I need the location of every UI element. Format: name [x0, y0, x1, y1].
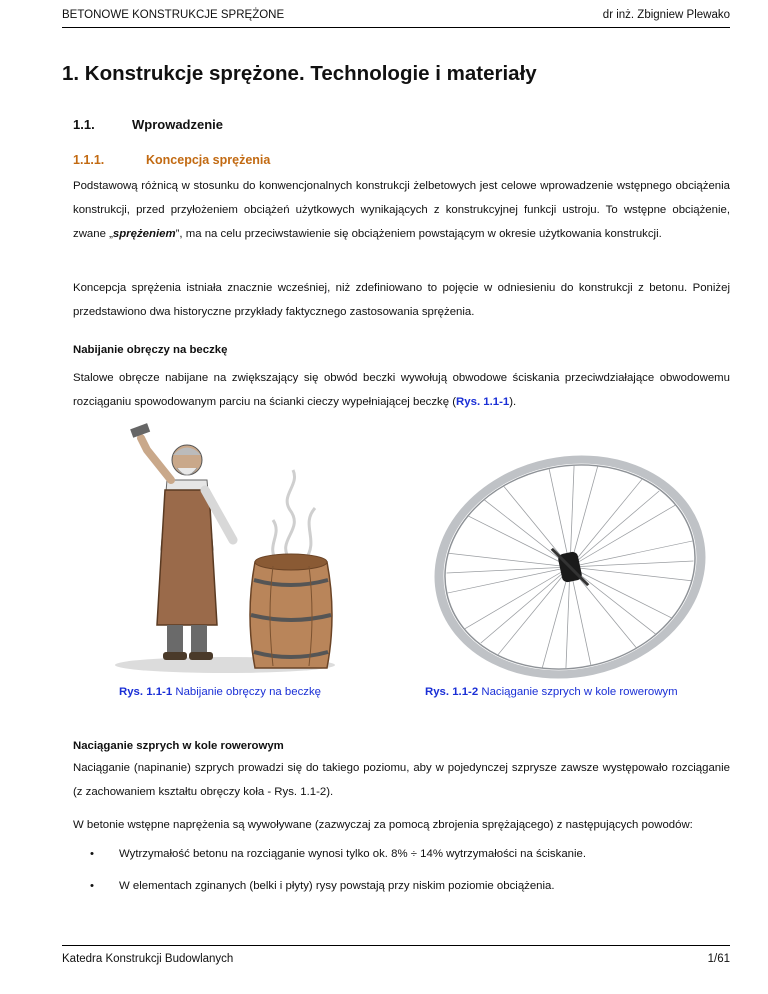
cooper-figure — [130, 423, 233, 660]
para-text: ). — [509, 396, 517, 408]
caption-text: Naciąganie szprych w kole rowerowym — [478, 686, 678, 698]
footer-department: Katedra Konstrukcji Budowlanych — [62, 953, 234, 965]
paragraph-concrete: W betonie wstępne naprężenia są wywoływane (zazwyczaj za pomocą zbrojenia sprężającego) z następujących powodów: — [73, 819, 693, 831]
bullet-icon: • — [90, 880, 94, 892]
para-text: Podstawową różnicą w stosunku do konwencjonalnych konstrukcji żelbetowych jest celowe wprowadzenie wstępnego obciążenia konstrukcji, przed przyłożeniem obciążeń użytkowych wynikających z konstrukcyjnej funkcji ustroju. To wstępne obciążenie, zwane „ — [73, 180, 730, 240]
section-number: 1.1. — [73, 117, 95, 132]
bullet-icon: • — [90, 848, 94, 860]
barrel-icon — [250, 554, 332, 668]
barrel-cooper-illustration — [105, 420, 360, 675]
list-item — [73, 876, 730, 908]
subsection-number: 1.1.1. — [73, 153, 105, 167]
section-heading — [73, 117, 224, 132]
header-author: dr inż. Zbigniew Plewako — [602, 9, 730, 21]
para-text: Stalowe obręcze nabijane na zwiększający się obwód beczki wywołują obwodowe ściskania przeciwdziałające obwodowemu rozciąganiu spowodowanym parciu na ścianki cieczy wypełniającej beczkę ( — [73, 372, 730, 408]
paragraph-spokes: Naciąganie (napinanie) szprych prowadzi się do takiego poziomu, aby w pojedynczej szprysze zawsze występowało rozciąganie (z zachowaniem kształtu obręczy koła - Rys. 1.1-2). — [73, 762, 730, 798]
paragraph-history: Koncepcja sprężenia istniała znacznie wcześniej, niż zdefiniowano to pojęcie w odniesieniu do konstrukcji z betonu. Poniżej przedstawiono dwa historyczne przykłady faktycznego zastosowania sprężenia. — [73, 282, 730, 318]
figure-2-caption — [425, 686, 678, 698]
steam-icon — [273, 470, 315, 562]
figure-1-caption — [119, 686, 321, 698]
paragraph-barrel — [73, 366, 730, 414]
list-item-text: Wytrzymałość betonu na rozciąganie wynosi tylko ok. 8% ÷ 14% wytrzymałości na ściskanie. — [119, 848, 587, 860]
reasons-list — [73, 844, 730, 908]
chapter-heading: 1. Konstrukcje sprężone. Technologie i materiały — [62, 62, 537, 85]
list-item — [73, 844, 730, 876]
bicycle-wheel-photo — [420, 450, 720, 685]
figure-reference-link[interactable]: Rys. 1.1-1 — [456, 396, 510, 408]
emphasis-term: sprężeniem — [112, 228, 176, 240]
paragraph-intro — [73, 174, 730, 246]
figure-number: Rys. 1.1-2 — [425, 686, 479, 698]
list-item-text: W elementach zginanych (belki i płyty) rysy powstają przy niskim poziomie obciążenia. — [119, 880, 555, 892]
subsection-heading — [73, 153, 271, 167]
subheading-barrel: Nabijanie obręczy na beczkę — [73, 344, 228, 356]
page-number: 1/61 — [707, 953, 730, 965]
caption-text: Nabijanie obręczy na beczkę — [172, 686, 321, 698]
page-footer — [62, 945, 730, 966]
header-title: BETONOWE KONSTRUKCJE SPRĘŻONE — [62, 9, 285, 21]
section-title: Wprowadzenie — [132, 117, 224, 132]
figure-number: Rys. 1.1-1 — [119, 686, 173, 698]
page-header — [62, 9, 730, 28]
subsection-title: Koncepcja sprężenia — [146, 153, 271, 167]
para-text: ”, ma na celu przeciwstawienie się obciążeniem powstającym w okresie użytkowania konstrukcji. — [175, 228, 662, 240]
subheading-spokes: Naciąganie szprych w kole rowerowym — [73, 740, 284, 752]
